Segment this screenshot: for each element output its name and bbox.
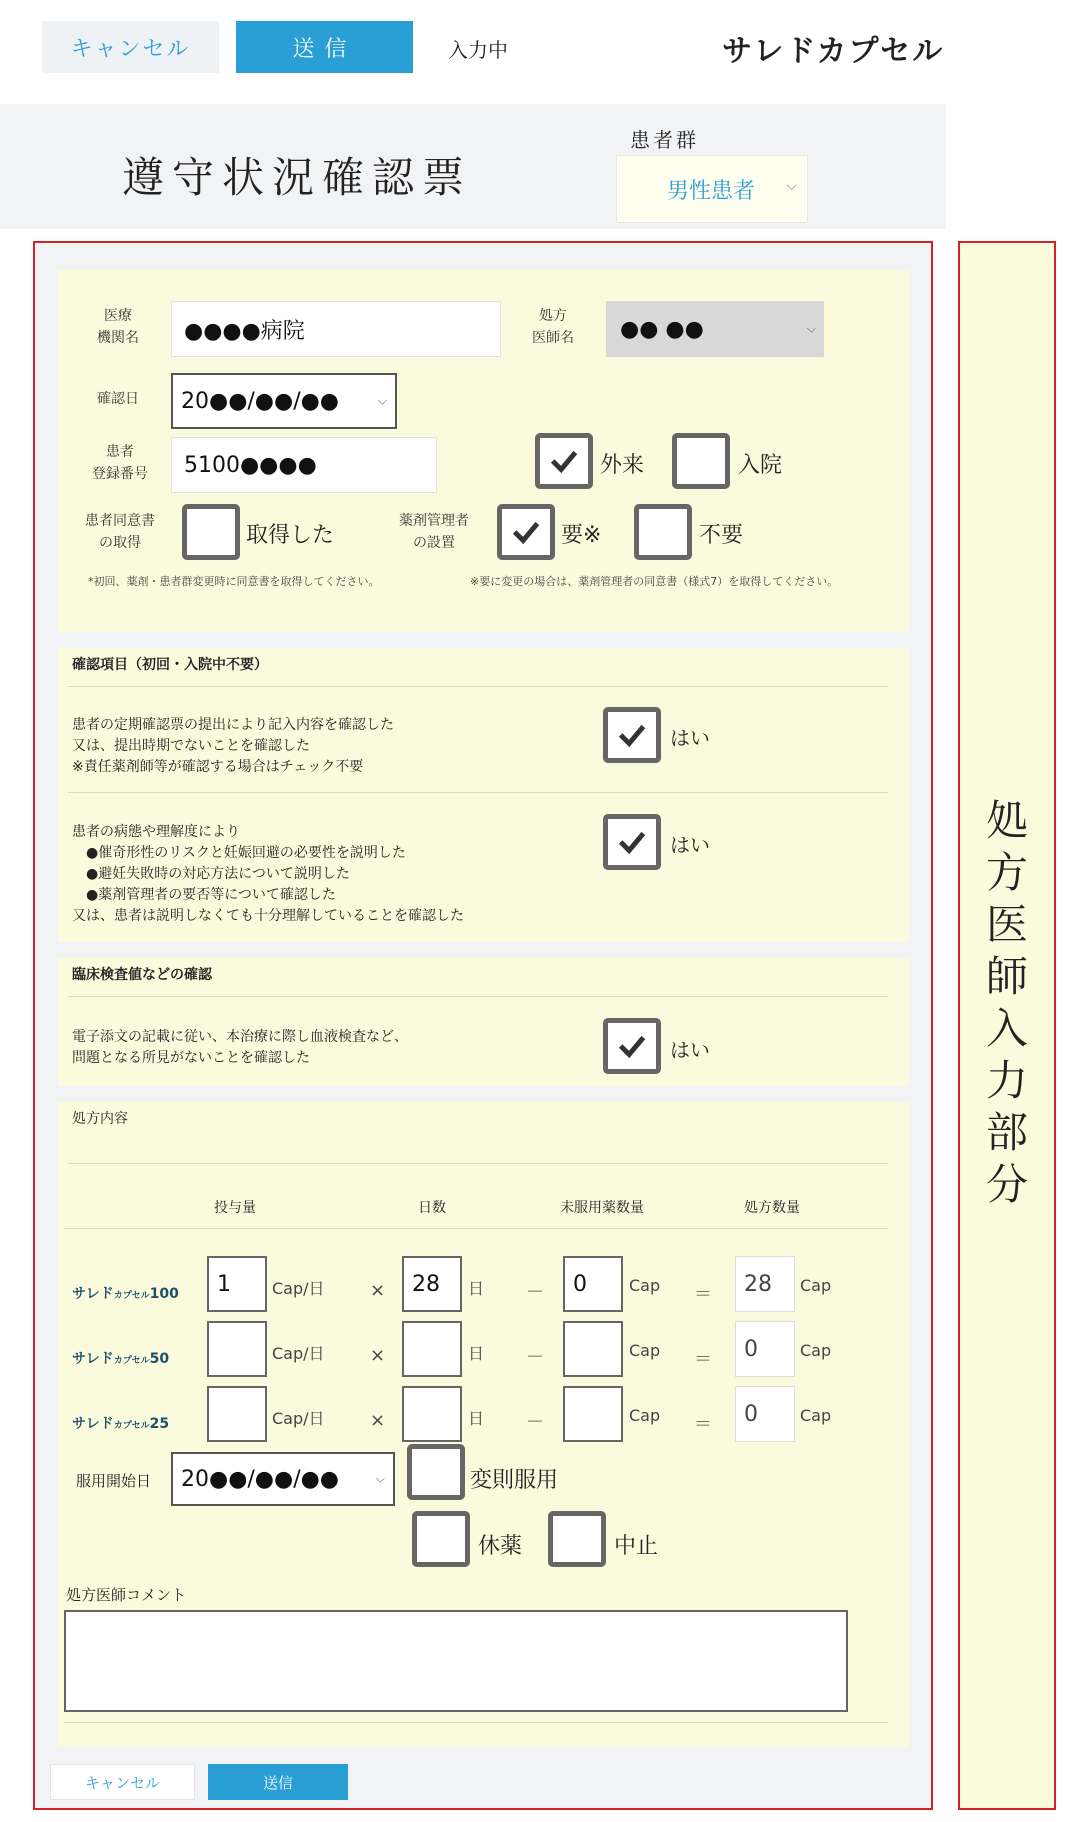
unused-input-100[interactable]: 0	[563, 1256, 623, 1312]
confirm-item-2-yes: はい	[670, 833, 710, 857]
outpatient-label: 外来	[600, 453, 645, 478]
unit-capday: Cap/日	[272, 1409, 325, 1428]
check-icon	[509, 515, 543, 549]
op-times: ×	[370, 1280, 386, 1301]
start-date-label: 服用開始日	[76, 1472, 152, 1490]
cancel-button-top[interactable]: キャンセル	[42, 21, 219, 73]
drug-name-25: サレドカプセル25	[72, 1416, 170, 1432]
op-minus: －	[526, 1282, 544, 1303]
patient-no-label: 患者 登録番号	[92, 444, 148, 482]
unit-cap: Cap	[800, 1276, 832, 1295]
patient-group-label: 患者群	[630, 128, 699, 152]
unit-cap: Cap	[800, 1341, 832, 1360]
rest-label: 休薬	[478, 1534, 523, 1559]
send-button-bottom[interactable]: 送信	[208, 1764, 348, 1800]
chevron-down-icon: ⌵	[375, 1471, 385, 1486]
total-output-100: 28	[735, 1256, 795, 1312]
unit-cap: Cap	[629, 1276, 661, 1295]
stop-label: 中止	[614, 1534, 659, 1559]
doctor-label: 処方 医師名	[532, 308, 574, 346]
days-input-50[interactable]	[402, 1321, 462, 1377]
doctor-value: ●● ●●	[620, 316, 704, 342]
confirm-date-value: 20●●/●●/●●	[181, 388, 339, 414]
start-date-select[interactable]	[171, 1452, 395, 1506]
unit-day: 日	[468, 1279, 485, 1298]
confirm-date-select[interactable]	[171, 373, 397, 429]
divider	[68, 686, 888, 687]
inpatient-checkbox[interactable]	[672, 433, 730, 489]
side-char: 師	[985, 952, 1028, 1001]
unused-input-50[interactable]	[563, 1321, 623, 1377]
drug-name-50: サレドカプセル50	[72, 1351, 170, 1367]
col-days: 日数	[418, 1200, 446, 1216]
side-panel-label	[958, 795, 1056, 1211]
side-char: 分	[985, 1160, 1028, 1209]
total-output-25: 0	[735, 1386, 795, 1442]
unit-cap: Cap	[629, 1341, 661, 1360]
col-dose: 投与量	[214, 1200, 256, 1216]
outpatient-checkbox[interactable]	[535, 433, 593, 489]
divider	[68, 996, 888, 997]
consent-label: 患者同意書 の取得	[85, 513, 155, 551]
patient-no-input[interactable]: 5100●●●●	[171, 437, 437, 493]
status-text: 入力中	[448, 38, 508, 62]
op-equals: ＝	[694, 1284, 712, 1305]
send-button-top[interactable]: 送信	[236, 21, 413, 73]
divider	[68, 1163, 888, 1164]
manager-notrequired-label: 不要	[699, 523, 744, 548]
comment-label: 処方医師コメント	[66, 1586, 187, 1604]
col-total: 処方数量	[744, 1200, 800, 1216]
unit-capday: Cap/日	[272, 1344, 325, 1363]
clinical-checkbox[interactable]	[603, 1018, 661, 1074]
prescription-heading: 処方内容	[72, 1111, 128, 1127]
comment-textarea[interactable]	[64, 1610, 848, 1712]
divider	[68, 792, 888, 793]
total-output-50: 0	[735, 1321, 795, 1377]
unit-day: 日	[468, 1409, 485, 1428]
check-icon	[547, 444, 581, 478]
side-char: 処	[985, 796, 1028, 845]
doctor-select[interactable]	[606, 301, 824, 357]
dose-input-25[interactable]	[207, 1386, 267, 1442]
op-minus: －	[526, 1347, 544, 1368]
op-times: ×	[370, 1410, 386, 1431]
product-name: サレドカプセル	[722, 34, 945, 69]
clinical-yes: はい	[670, 1038, 710, 1062]
confirm-item-1-text: 患者の定期確認票の提出により記入内容を確認した 又は、提出時期でないことを確認した ※責任薬剤師等が確認する場合はチェック不要	[72, 717, 394, 775]
irregular-checkbox[interactable]	[407, 1444, 465, 1500]
confirm-item-1-checkbox[interactable]	[603, 707, 661, 763]
manager-required-checkbox[interactable]	[497, 504, 555, 560]
confirm-item-1-yes: はい	[670, 726, 710, 750]
chevron-down-icon: ⌵	[786, 178, 797, 194]
side-char: 方	[985, 848, 1028, 897]
institution-input[interactable]: ●●●●病院	[171, 301, 501, 357]
confirm-heading: 確認項目（初回・入院中不要）	[72, 657, 268, 673]
days-input-25[interactable]	[402, 1386, 462, 1442]
manager-required-label: 要※	[561, 523, 602, 548]
op-equals: ＝	[694, 1349, 712, 1370]
unit-capday: Cap/日	[272, 1279, 325, 1298]
irregular-label: 変則服用	[470, 1468, 559, 1493]
side-char: 入	[985, 1004, 1028, 1053]
drug-name-100: サレドカプセル100	[72, 1286, 179, 1302]
patient-group-value: 男性患者	[667, 178, 756, 204]
patient-group-select[interactable]	[616, 155, 808, 223]
consent-note: *初回、薬剤・患者群変更時に同意書を取得してください。	[88, 575, 380, 588]
inpatient-label: 入院	[738, 453, 783, 478]
chevron-down-icon: ⌵	[806, 321, 816, 336]
cancel-button-bottom[interactable]: キャンセル	[50, 1764, 195, 1800]
days-input-100[interactable]: 28	[402, 1256, 462, 1312]
clinical-heading: 臨床検査値などの確認	[72, 967, 212, 983]
confirm-item-2-checkbox[interactable]	[603, 814, 661, 870]
side-char: 医	[985, 900, 1028, 949]
op-minus: －	[526, 1412, 544, 1433]
page-title: 遵守状況確認票	[122, 153, 473, 202]
confirm-date-label: 確認日	[97, 391, 139, 407]
unused-input-25[interactable]	[563, 1386, 623, 1442]
side-char: 部	[985, 1108, 1028, 1157]
chevron-down-icon: ⌵	[377, 393, 387, 408]
start-date-value: 20●●/●●/●●	[181, 1466, 339, 1492]
op-times: ×	[370, 1345, 386, 1366]
check-icon	[615, 1029, 649, 1063]
consent-checkbox[interactable]	[182, 504, 240, 560]
rest-checkbox[interactable]	[412, 1511, 470, 1567]
confirm-item-2-text: 患者の病態や理解度により ●催奇形性のリスクと妊娠回避の必要性を説明した ●避妊失敗時の対応方法について説明した ●薬剤管理者の要否等について確認した 又は、患者は説明しなくても十分理解していることを確認した	[72, 824, 464, 924]
col-unused: 未服用薬数量	[560, 1200, 644, 1216]
unit-cap: Cap	[800, 1406, 832, 1425]
consent-text: 取得した	[246, 523, 335, 548]
check-icon	[615, 718, 649, 752]
clinical-item-text: 電子添文の記載に従い、本治療に際し血液検査など、 問題となる所見がないことを確認した	[72, 1029, 408, 1066]
check-icon	[615, 825, 649, 859]
unit-day: 日	[468, 1344, 485, 1363]
manager-notrequired-checkbox[interactable]	[634, 504, 692, 560]
side-char: 力	[985, 1056, 1028, 1105]
dose-input-50[interactable]	[207, 1321, 267, 1377]
institution-label: 医療 機関名	[97, 308, 139, 346]
unit-cap: Cap	[629, 1406, 661, 1425]
divider	[64, 1722, 888, 1723]
dose-input-100[interactable]: 1	[207, 1256, 267, 1312]
op-equals: ＝	[694, 1414, 712, 1435]
stop-checkbox[interactable]	[548, 1511, 606, 1567]
manager-label: 薬剤管理者 の設置	[399, 513, 469, 551]
manager-note: ※要に変更の場合は、薬剤管理者の同意書（様式7）を取得してください。	[470, 575, 839, 588]
divider	[64, 1228, 888, 1229]
